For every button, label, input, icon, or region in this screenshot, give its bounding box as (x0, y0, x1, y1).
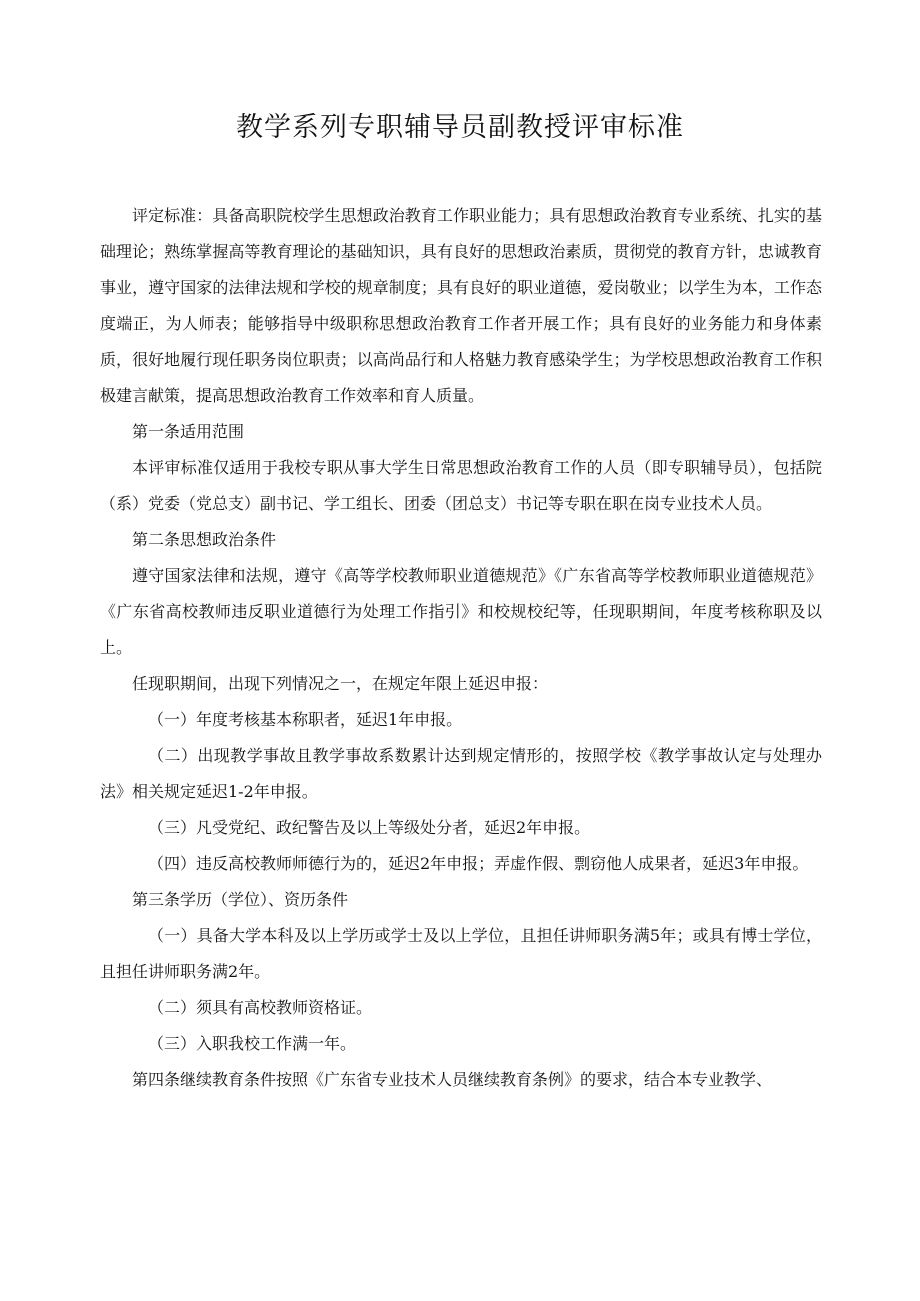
paragraph-evaluation-standard: 评定标准：具备高职院校学生思想政治教育工作职业能力；具有思想政治教育专业系统、扎实的基础理论；熟练掌握高等教育理论的基础知识，具有良好的思想政治素质，贯彻党的教育方针，忠诚教育事业，遵守国家的法律法规和学校的规章制度；具有良好的职业道德，爱岗敬业；以学生为本，工作态度端正，为人师表；能够指导中级职称思想政治教育工作者开展工作；具有良好的业务能力和身体素质，很好地履行现任职务岗位职责；以高尚品行和人格魅力教育感染学生；为学校思想政治教育工作积极建言献策，提高思想政治教育工作效率和育人质量。 (100, 206, 822, 405)
paragraph-article-4: 第四条继续教育条件按照《广东省专业技术人员继续教育条例》的要求，结合本专业教学、 (132, 1070, 773, 1089)
paragraph-delay-intro: 任现职期间，出现下列情况之一，在规定年限上延迟申报： (132, 674, 549, 693)
list-item-qualification-1: （一）具备大学本科及以上学历或学士及以上学位，且担任讲师职务满5年；或具有博士学位，且担任讲师职务满2年。 (100, 926, 822, 981)
document-title: 教学系列专职辅导员副教授评审标准 (236, 112, 684, 143)
paragraph-political-conditions: 遵守国家法律和法规，遵守《高等学校教师职业道德规范》《广东省高等学校教师职业道德规范》《广东省高校教师违反职业道德行为处理工作指引》和校规校纪等，任现职期间，年度考核称职及以上。 (100, 566, 822, 657)
paragraph-scope: 本评审标准仅适用于我校专职从事大学生日常思想政治教育工作的人员（即专职辅导员），包括院（系）党委（党总支）副书记、学工组长、团委（团总支）书记等专职在职在岗专业技术人员。 (100, 458, 822, 513)
list-item-qualification-3: （三）入职我校工作满一年。 (148, 1034, 357, 1053)
heading-article-3: 第三条学历（学位）、资历条件 (132, 890, 349, 909)
list-item-qualification-2: （二）须具有高校教师资格证。 (148, 998, 373, 1017)
heading-article-1: 第一条适用范围 (132, 422, 245, 441)
heading-article-2: 第二条思想政治条件 (132, 530, 277, 549)
list-item-delay-2: （二）出现教学事故且教学事故系数累计达到规定情形的，按照学校《教学事故认定与处理办法》相关规定延迟1-2年申报。 (100, 746, 822, 801)
list-item-delay-3: （三）凡受党纪、政纪警告及以上等级处分者，延迟2年申报。 (148, 818, 591, 837)
list-item-delay-4: （四）违反高校教师师德行为的，延迟2年申报；弄虚作假、剽窃他人成果者，延迟3年申报。 (148, 854, 809, 873)
document-body (100, 198, 822, 1098)
list-item-delay-1: （一）年度考核基本称职者，延迟1年申报。 (148, 710, 463, 729)
